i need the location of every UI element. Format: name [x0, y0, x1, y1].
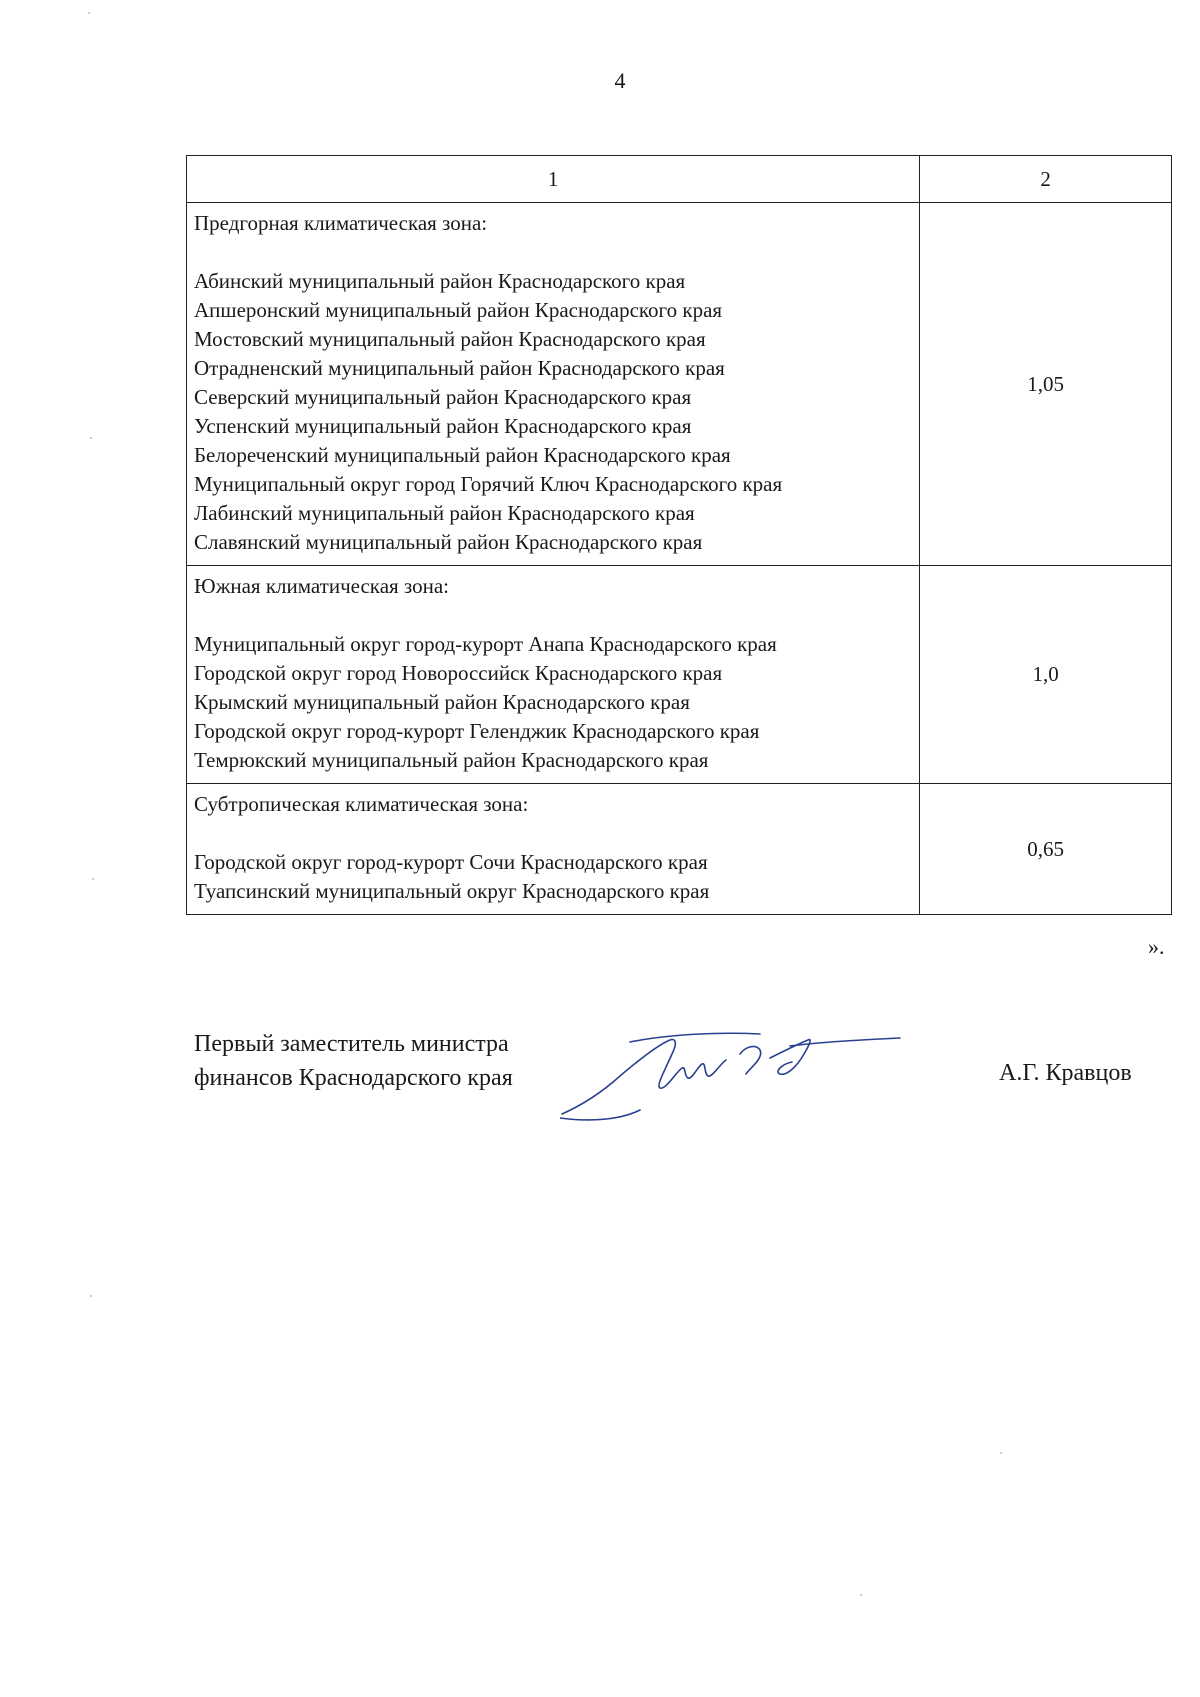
- list-item: Лабинский муниципальный район Краснодарского края: [194, 501, 695, 525]
- position-line-1: Первый заместитель министра: [194, 1031, 509, 1057]
- signatory-name: А.Г. Кравцов: [999, 1060, 1132, 1086]
- list-item: Северский муниципальный район Краснодарского края: [194, 385, 692, 409]
- list-item: Апшеронский муниципальный район Краснодарского края: [194, 298, 723, 322]
- list-item: Успенский муниципальный район Краснодарского края: [194, 414, 692, 438]
- table-header-row: [187, 156, 1172, 203]
- scan-speck: [90, 437, 92, 439]
- list-item: Городской округ город Новороссийск Краснодарского края: [194, 661, 723, 685]
- climate-zones-table: [186, 155, 1172, 915]
- table-row: [187, 784, 1172, 915]
- handwritten-signature-image: [560, 1014, 940, 1124]
- zone-cell: [187, 784, 920, 915]
- list-item: Туапсинский муниципальный округ Краснодарского края: [194, 879, 710, 903]
- list-item: Отрадненский муниципальный район Краснодарского края: [194, 356, 725, 380]
- list-item: Темрюкский муниципальный район Краснодарского края: [194, 748, 709, 772]
- page-number: 4: [614, 68, 626, 93]
- zone-title: Субтропическая климатическая зона:: [194, 792, 529, 816]
- header-col-1: 1: [187, 156, 920, 203]
- list-item: Городской округ город-курорт Геленджик Краснодарского края: [194, 719, 760, 743]
- zone-title: Южная климатическая зона:: [194, 574, 449, 598]
- list-item: Абинский муниципальный район Краснодарского края: [194, 269, 686, 293]
- header-col-2: 2: [920, 156, 1172, 203]
- table-row: [187, 566, 1172, 784]
- coefficient-value: 0,65: [920, 784, 1172, 915]
- signatory-position: [194, 1027, 513, 1095]
- list-item: Городской округ город-курорт Сочи Краснодарского края: [194, 850, 708, 874]
- list-item: Крымский муниципальный район Краснодарского края: [194, 690, 690, 714]
- closing-quote-mark: ».: [1148, 934, 1165, 959]
- coefficient-value: 1,0: [920, 566, 1172, 784]
- position-line-2: финансов Краснодарского края: [194, 1065, 513, 1091]
- zone-cell: [187, 566, 920, 784]
- scan-speck: [92, 878, 94, 880]
- list-item: Белореченский муниципальный район Краснодарского края: [194, 443, 731, 467]
- scan-speck: [90, 1295, 92, 1297]
- zone-title: Предгорная климатическая зона:: [194, 211, 488, 235]
- coefficient-value: 1,05: [920, 203, 1172, 566]
- list-item: Мостовский муниципальный район Краснодарского края: [194, 327, 706, 351]
- table-row: [187, 203, 1172, 566]
- scan-speck: [88, 12, 90, 14]
- zone-cell: [187, 203, 920, 566]
- list-item: Славянский муниципальный район Краснодарского края: [194, 530, 703, 554]
- scan-speck: [860, 1594, 862, 1596]
- list-item: Муниципальный округ город Горячий Ключ Краснодарского края: [194, 472, 783, 496]
- scan-speck: [1000, 1452, 1002, 1454]
- list-item: Муниципальный округ город-курорт Анапа Краснодарского края: [194, 632, 777, 656]
